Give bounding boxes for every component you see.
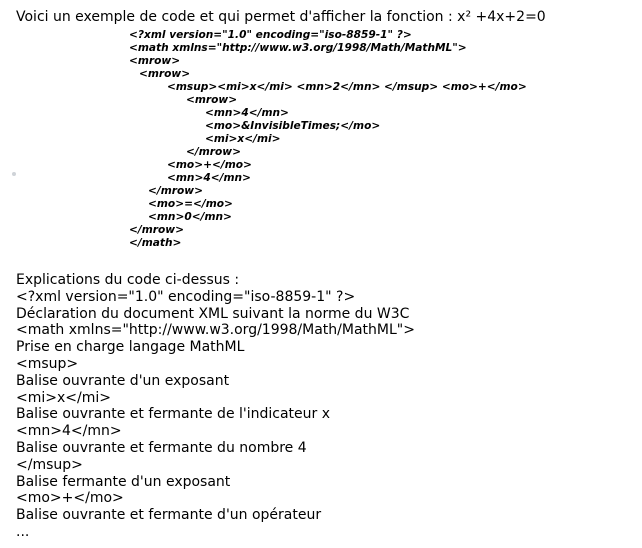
code-line: <msup><mi>x</mi> <mn>2</mn> </msup> <mo>+</mo>: [167, 81, 527, 93]
explanation-line: Balise ouvrante d'un exposant: [16, 372, 230, 389]
explanation-line: </msup>: [16, 456, 83, 473]
explanation-line: <mn>4</mn>: [16, 423, 122, 440]
code-line: <mn>4</mn>: [167, 172, 251, 184]
explanation-line: Balise ouvrante et fermante du nombre 4: [16, 439, 307, 456]
intro-text: Voici un exemple de code et qui permet d'afficher la fonction : x² +4x+2=0: [16, 9, 546, 25]
explanation-line: <mo>+</mo>: [16, 490, 124, 507]
explanation-line: <?xml version="1.0" encoding="iso-8859-1" ?>: [16, 288, 356, 305]
decorative-dot: [12, 172, 16, 176]
code-line: <mrow>: [129, 55, 181, 67]
code-line: </mrow>: [148, 185, 203, 197]
code-line: <mn>0</mn>: [148, 211, 232, 223]
code-line: <mi>x</mi>: [205, 133, 281, 145]
explanation-line: <mi>x</mi>: [16, 389, 111, 406]
code-line: <mn>4</mn>: [205, 107, 289, 119]
code-line: </mrow>: [129, 224, 184, 236]
explanation-line: Déclaration du document XML suivant la norme du W3C: [16, 305, 410, 322]
code-line: <mo>+</mo>: [167, 159, 252, 171]
code-line: <?xml version="1.0" encoding="iso-8859-1" ?>: [129, 29, 412, 41]
explanation-heading: Explications du code ci-dessus :: [16, 272, 240, 288]
explanation-section: [16, 272, 415, 541]
explanation-line: Balise fermante d'un exposant: [16, 473, 231, 490]
explanation-line: Balise ouvrante et fermante d'un opérateur: [16, 507, 322, 524]
explanation-line: <math xmlns="http://www.w3.org/1998/Math/MathML">: [16, 322, 415, 339]
code-line: </math>: [129, 237, 182, 249]
explanation-line: Prise en charge langage MathML: [16, 339, 245, 356]
explanation-line: Balise ouvrante et fermante de l'indicateur x: [16, 406, 331, 423]
explanation-line: <msup>: [16, 355, 79, 372]
code-line: <mrow>: [186, 94, 238, 106]
code-line: </mrow>: [186, 146, 241, 158]
explanation-line: ...: [16, 523, 30, 540]
code-line: <math xmlns="http://www.w3.org/1998/Math/MathML">: [129, 42, 467, 54]
code-line: <mo>=</mo>: [148, 198, 233, 210]
code-line: <mrow>: [139, 68, 191, 80]
code-line: <mo>&InvisibleTimes;</mo>: [205, 120, 381, 132]
